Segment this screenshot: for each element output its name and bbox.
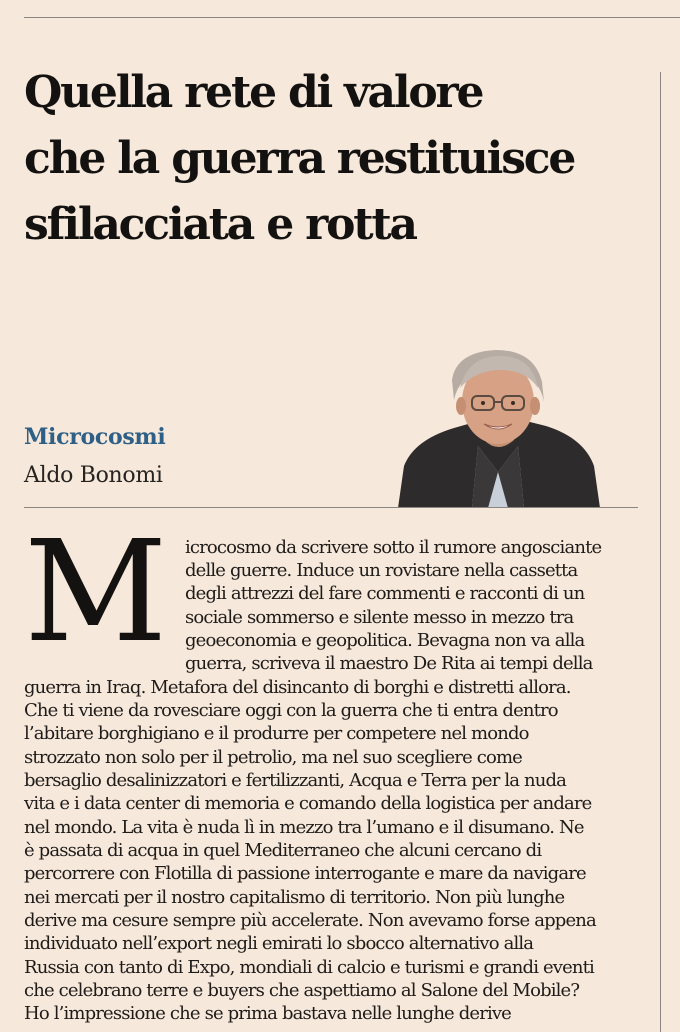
article-line: guerra, scriveva il maestro De Rita ai tempi della [185, 653, 593, 674]
article-line: geoeconomia e geopolitica. Bevagna non va alla [185, 630, 585, 651]
article-line: icrocosmo da scrivere sotto il rumore angosciante [185, 537, 602, 558]
article-line: derive ma cesure sempre più accelerate. Non avevamo forse appena [24, 910, 596, 931]
column-rubric: Microcosmi [24, 424, 166, 450]
article-line: nei mercati per il nostro capitalismo di territorio. Non più lunghe [24, 887, 565, 908]
author-portrait [398, 348, 600, 508]
headline-line: Quella rete di valore [24, 67, 483, 118]
article-line: l’abitare borghigiano e il produrre per competere nel mondo [24, 723, 529, 744]
top-divider [24, 17, 680, 18]
article-line: delle guerre. Induce un rovistare nella cassetta [185, 560, 578, 581]
article-line: vita e i data center di memoria e comando della logistica per andare [24, 793, 592, 814]
article-line: individuato nell’export negli emirati lo sbocco alternativo alla [24, 933, 534, 954]
article-line: sociale sommerso e silente messo in mezzo tra [185, 607, 574, 628]
article-line: nel mondo. La vita è nuda lì in mezzo tra l’umano e il disumano. Ne [24, 817, 584, 838]
article-line: strozzato non solo per il petrolio, ma nel suo scegliere come [24, 747, 522, 768]
author-name: Aldo Bonomi [24, 463, 163, 488]
article-line: Russia con tanto di Expo, mondiali di calcio e turismi e grandi eventi [24, 957, 594, 978]
article-line: che celebrano terre e buyers che aspettiamo al Salone del Mobile? [24, 980, 580, 1001]
drop-cap: M [24, 511, 168, 674]
byline-divider [24, 507, 638, 508]
article-line: è passata di acqua in quel Mediterraneo che alcuni cercano di [24, 840, 542, 861]
column-divider [660, 72, 661, 1032]
article-line: Che ti viene da rovesciare oggi con la guerra che ti entra dentro [24, 700, 558, 721]
article-line: bersaglio desalinizzatori e fertilizzanti, Acqua e Terra per la nuda [24, 770, 567, 791]
article-line: guerra in Iraq. Metafora del disincanto di borghi e distretti allora. [24, 677, 571, 698]
article-line: percorrere con Flotilla di passione interrogante e mare da navigare [24, 863, 586, 884]
headline-line: che la guerra restituisce [24, 133, 575, 184]
article-line: degli attrezzi del fare commenti e racconti di un [185, 583, 585, 604]
article-line: Ho l’impressione che se prima bastava nelle lunghe derive [24, 1003, 511, 1024]
headline [24, 60, 654, 258]
headline-line: sfilacciata e rotta [24, 199, 416, 250]
